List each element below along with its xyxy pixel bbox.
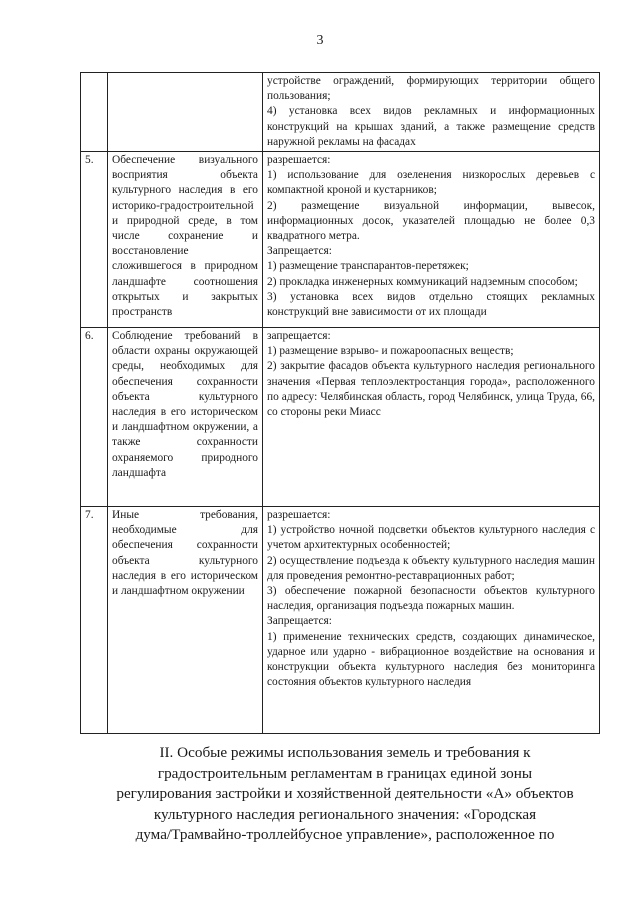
row-name-cell [108,73,263,152]
table-row [81,152,600,328]
text-line: Запрещается: [267,245,332,258]
row-number-cell: 6. [81,328,108,507]
text-line: запрещается: [267,330,331,343]
row-text-cell [263,152,600,328]
table-row [81,73,600,152]
page-number: 3 [316,33,324,48]
text-line: 2) осуществление подъезда к объекту культурного наследия машин для проведения ремонтно-реставрационных работ; [267,554,595,582]
text-line: 1) использование для озеленения низкорослых деревьев с компактной кроной и кустарников; [267,169,595,197]
text-line: Запрещается: [267,615,332,628]
text-line: 3) установка всех видов отдельно стоящих рекламных конструкций вне зависимости от их площади [267,290,595,319]
text-line: разрешается: [267,509,331,522]
section-heading-line: регулирования застройки и хозяйственной деятельности «А» объектов [116,785,574,802]
row-text-cell [263,328,600,507]
text-line: 2) прокладка инженерных коммуникаций надземным способом; [267,275,578,288]
text-line: разрешается: [267,154,331,167]
text-line: 1) устройство ночной подсветки объектов культурного наследия с учетом архитектурных особенностей; [267,524,595,552]
table-row [81,328,600,507]
text-line: 1) применение технических средств, создающих динамическое, ударное или ударно - вибрационное воздействие на основания и конструкции объекта культурного наследия без мониторинга состояния объектов культурного наследия [267,630,595,689]
row-text-cell [263,73,600,152]
text-line: устройстве ограждений, формирующих территории общего пользования; [267,75,595,103]
row-name-cell: Иные требования, необходимые для обеспечения сохранности объекта культурного наследия в его историческом и ландшафтном окружении [108,507,263,734]
text-line: 4) установка всех видов рекламных и информационных конструкций на крышах зданий, а также размещение средств наружной рекламы на фасадах [267,105,595,148]
section-heading-line: II. Особые режимы использования земель и требования к [159,744,531,761]
text-line: 2) размещение визуальной информации, вывесок, информационных досок, указателей площадью не более 0,3 квадратного метра. [267,199,595,243]
section-heading-line: дума/Трамвайно-троллейбусное управление», расположенное по [135,826,555,843]
text-line: 3) обеспечение пожарной безопасности объектов культурного наследия, организация подъезда пожарных машин. [267,585,595,613]
row-text-cell [263,507,600,734]
row-name-cell: Обеспечение визуального восприятия объекта культурного наследия в его историко-градостроительной и природной среде, в том числе сохранение и восстановление сложившегося в природном ландшафте соотношения открытых и закрытых пространств [108,152,263,328]
section-heading-line: культурного наследия регионального значения: «Городская [153,805,537,823]
text-line: 1) размещение взрыво- и пожароопасных веществ; [267,345,514,358]
row-number-cell [81,73,108,152]
text-line: 2) закрытие фасадов объекта культурного наследия регионального значения «Первая теплоэлектростанция города», расположенного по адресу: Челябинская область, город Челябинск, улица Труда, 66, со стороны реки Миасс [267,360,595,419]
regulations-table [80,72,600,734]
row-number-cell: 5. [81,152,108,328]
row-number-cell: 7. [81,507,108,734]
table-row [81,507,600,734]
section-heading-line: градостроительным регламентам в границах единой зоны [157,764,533,782]
row-name-cell: Соблюдение требований в области охраны окружающей среды, необходимых для обеспечения сохранности объекта культурного наследия в его историческом и ландшафтном окружении, а также сохранности охраняемого природного ландшафта [108,328,263,507]
section-heading [95,743,595,846]
text-line: 1) размещение транспарантов-перетяжек; [267,260,469,273]
